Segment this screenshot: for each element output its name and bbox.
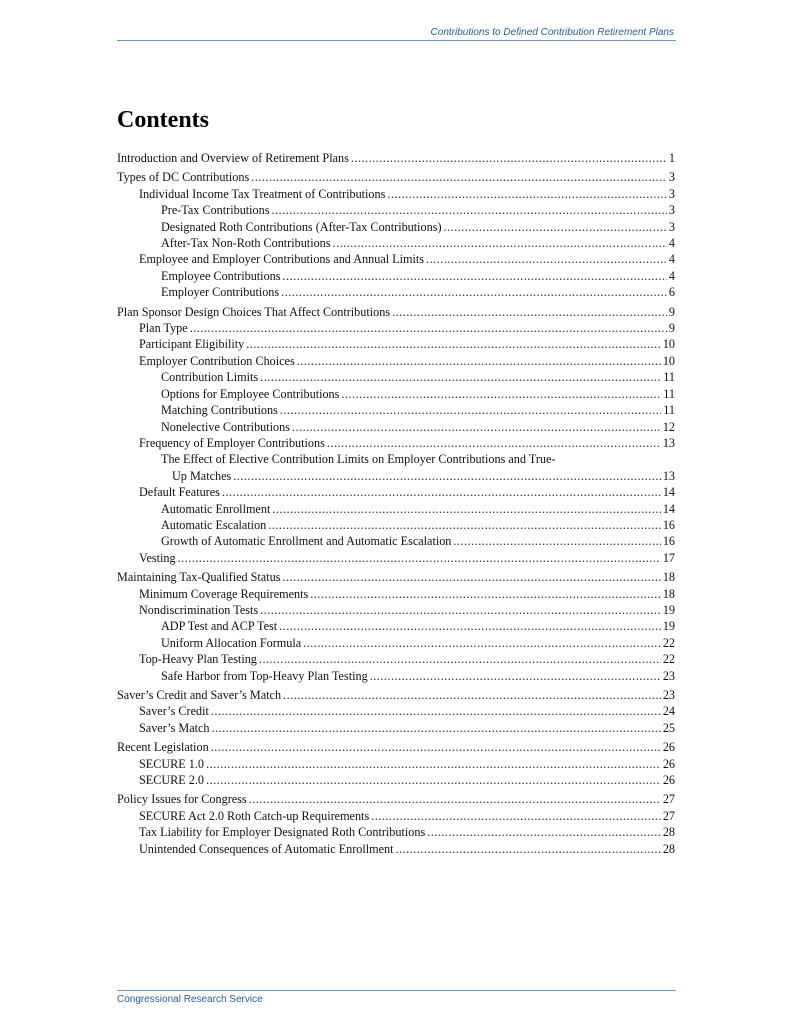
toc-label: Saver’s Match bbox=[139, 720, 210, 735]
dot-leader bbox=[387, 186, 667, 202]
toc-entry[interactable] bbox=[117, 320, 675, 336]
toc-entry[interactable] bbox=[117, 284, 675, 300]
dot-leader bbox=[310, 586, 661, 602]
dot-leader bbox=[283, 268, 667, 284]
dot-leader bbox=[251, 169, 667, 185]
toc-page-number: 26 bbox=[662, 773, 675, 788]
dot-leader bbox=[370, 668, 661, 684]
toc-label: Individual Income Tax Treatment of Contributions bbox=[139, 186, 386, 201]
dot-leader bbox=[211, 703, 661, 719]
toc-entry[interactable] bbox=[117, 169, 675, 185]
toc-entry[interactable] bbox=[117, 756, 675, 772]
toc-page-number: 27 bbox=[662, 792, 675, 807]
toc-page-number: 3 bbox=[668, 186, 675, 201]
toc-entry[interactable] bbox=[117, 635, 675, 651]
toc-entry[interactable] bbox=[117, 150, 675, 166]
toc-label: Safe Harbor from Top-Heavy Plan Testing bbox=[161, 668, 368, 683]
toc-label: Saver’s Credit and Saver’s Match bbox=[117, 688, 282, 702]
header-rule bbox=[117, 40, 676, 41]
dot-leader bbox=[206, 756, 661, 772]
dot-leader bbox=[351, 150, 667, 166]
toc-entry[interactable] bbox=[117, 602, 675, 618]
toc-label: Frequency of Employer Contributions bbox=[139, 435, 325, 450]
toc-entry[interactable] bbox=[117, 304, 675, 320]
dot-leader bbox=[259, 651, 661, 667]
toc-entry[interactable] bbox=[117, 419, 675, 435]
running-header: Contributions to Defined Contribution Retirement Plans bbox=[430, 27, 674, 38]
toc-label: Employee and Employer Contributions and Annual Limits bbox=[139, 252, 425, 267]
toc-page-number: 19 bbox=[662, 619, 675, 634]
toc-page-number: 17 bbox=[662, 550, 675, 565]
toc-label: Tax Liability for Employer Designated Roth Contributions bbox=[139, 825, 426, 840]
toc-label: Employer Contributions bbox=[161, 285, 280, 300]
toc-label: Contribution Limits bbox=[161, 370, 259, 385]
toc-label: ADP Test and ACP Test bbox=[161, 619, 278, 634]
toc-entry[interactable] bbox=[117, 668, 675, 684]
toc-label: Pre-Tax Contributions bbox=[161, 203, 270, 218]
toc-page-number: 4 bbox=[668, 268, 675, 283]
toc-label: SECURE 1.0 bbox=[139, 756, 205, 771]
toc-page-number: 27 bbox=[662, 808, 675, 823]
dot-leader bbox=[282, 569, 660, 585]
toc-page-number: 19 bbox=[662, 602, 675, 617]
toc-page-number: 25 bbox=[662, 720, 675, 735]
toc-entry[interactable] bbox=[117, 501, 675, 517]
dot-leader bbox=[211, 739, 661, 755]
toc-entry[interactable] bbox=[117, 202, 675, 218]
dot-leader bbox=[249, 791, 661, 807]
toc-label: Uniform Allocation Formula bbox=[161, 635, 302, 650]
toc-label: Plan Sponsor Design Choices That Affect Contributions bbox=[117, 304, 391, 319]
toc-label: Nondiscrimination Tests bbox=[139, 602, 259, 617]
toc-page-number: 1 bbox=[668, 151, 675, 165]
table-of-contents bbox=[117, 150, 675, 857]
toc-label: Default Features bbox=[139, 485, 220, 500]
toc-page-number: 14 bbox=[662, 501, 675, 516]
toc-page-number: 18 bbox=[662, 586, 675, 601]
toc-page-number: 13 bbox=[662, 435, 675, 450]
toc-label: Types of DC Contributions bbox=[117, 170, 250, 185]
toc-entry[interactable] bbox=[117, 550, 675, 566]
toc-page-number: 6 bbox=[668, 285, 675, 300]
dot-leader bbox=[341, 386, 661, 402]
toc-page-number: 12 bbox=[662, 419, 675, 434]
toc-label: Minimum Coverage Requirements bbox=[139, 586, 309, 601]
toc-label: Plan Type bbox=[139, 321, 188, 336]
toc-entry[interactable] bbox=[117, 618, 675, 634]
toc-page-number: 14 bbox=[662, 485, 675, 500]
toc-label: SECURE 2.0 bbox=[139, 773, 205, 788]
toc-entry[interactable] bbox=[117, 235, 675, 251]
toc-label: Up Matches bbox=[172, 468, 232, 483]
toc-page-number: 13 bbox=[662, 468, 675, 483]
dot-leader bbox=[178, 550, 661, 566]
toc-label: Saver’s Credit bbox=[139, 704, 209, 719]
toc-entry[interactable] bbox=[117, 517, 675, 533]
toc-label: Unintended Consequences of Automatic Enrollment bbox=[139, 841, 394, 856]
dot-leader bbox=[297, 353, 661, 369]
dot-leader bbox=[222, 484, 661, 500]
toc-label: Options for Employee Contributions bbox=[161, 386, 340, 401]
toc-label: Automatic Escalation bbox=[161, 517, 267, 532]
toc-page-number: 16 bbox=[662, 534, 675, 549]
toc-entry[interactable] bbox=[117, 586, 675, 602]
toc-label: Policy Issues for Congress bbox=[117, 792, 247, 807]
toc-entry[interactable] bbox=[117, 841, 675, 857]
toc-label: Automatic Enrollment bbox=[161, 501, 271, 516]
toc-entry[interactable] bbox=[117, 186, 675, 202]
dot-leader bbox=[272, 501, 660, 517]
toc-page-number: 9 bbox=[668, 304, 675, 319]
toc-page-number: 10 bbox=[662, 337, 675, 352]
toc-page-number: 4 bbox=[668, 252, 675, 267]
toc-label: Participant Eligibility bbox=[139, 337, 245, 352]
toc-page-number: 26 bbox=[662, 756, 675, 771]
toc-entry[interactable] bbox=[117, 484, 675, 500]
page-title: Contents bbox=[117, 107, 210, 133]
toc-page-number: 4 bbox=[668, 236, 675, 251]
dot-leader bbox=[260, 369, 661, 385]
toc-label: Vesting bbox=[139, 550, 176, 565]
toc-page-number: 26 bbox=[662, 740, 675, 755]
toc-label: Nonelective Contributions bbox=[161, 419, 290, 434]
dot-leader bbox=[292, 419, 661, 435]
dot-leader bbox=[426, 251, 667, 267]
toc-label: Employee Contributions bbox=[161, 268, 281, 283]
dot-leader bbox=[392, 304, 667, 320]
toc-entry[interactable] bbox=[117, 791, 675, 807]
dot-leader bbox=[272, 202, 667, 218]
toc-entry[interactable] bbox=[117, 569, 675, 585]
toc-label: Growth of Automatic Enrollment and Automatic Escalation bbox=[161, 534, 452, 549]
toc-entry[interactable] bbox=[117, 219, 675, 235]
toc-entry[interactable] bbox=[117, 720, 675, 736]
toc-label: Matching Contributions bbox=[161, 403, 278, 418]
dot-leader bbox=[427, 824, 661, 840]
dot-leader bbox=[283, 687, 661, 703]
toc-entry[interactable] bbox=[117, 739, 675, 755]
toc-page-number: 11 bbox=[663, 403, 675, 418]
toc-page-number: 28 bbox=[662, 825, 675, 840]
toc-page-number: 22 bbox=[662, 635, 675, 650]
toc-page-number: 22 bbox=[662, 652, 675, 667]
dot-leader bbox=[212, 720, 661, 736]
toc-page-number: 3 bbox=[668, 203, 675, 218]
dot-leader bbox=[279, 618, 661, 634]
toc-entry[interactable] bbox=[117, 251, 675, 267]
toc-entry[interactable] bbox=[117, 468, 675, 484]
toc-page-number: 16 bbox=[662, 517, 675, 532]
toc-entry[interactable] bbox=[117, 772, 675, 788]
toc-label: After-Tax Non-Roth Contributions bbox=[161, 236, 331, 251]
toc-entry[interactable] bbox=[117, 533, 675, 549]
toc-entry[interactable] bbox=[117, 651, 675, 667]
dot-leader bbox=[246, 336, 661, 352]
dot-leader bbox=[453, 533, 660, 549]
toc-page-number: 23 bbox=[662, 688, 675, 702]
dot-leader bbox=[371, 808, 661, 824]
toc-label: SECURE Act 2.0 Roth Catch-up Requirements bbox=[139, 808, 370, 823]
toc-entry[interactable] bbox=[117, 268, 675, 284]
toc-page-number: 3 bbox=[668, 170, 675, 185]
toc-entry[interactable] bbox=[117, 435, 675, 451]
dot-leader bbox=[333, 235, 667, 251]
dot-leader bbox=[190, 320, 667, 336]
dot-leader bbox=[327, 435, 661, 451]
toc-entry[interactable] bbox=[117, 703, 675, 719]
dot-leader bbox=[303, 635, 661, 651]
toc-entry[interactable] bbox=[117, 353, 675, 369]
toc-entry[interactable] bbox=[117, 336, 675, 352]
dot-leader bbox=[268, 517, 661, 533]
toc-label: Introduction and Overview of Retirement Plans bbox=[117, 151, 349, 165]
dot-leader bbox=[281, 284, 667, 300]
footer-rule bbox=[117, 990, 676, 991]
dot-leader bbox=[206, 772, 661, 788]
toc-entry[interactable] bbox=[117, 386, 675, 402]
toc-entry[interactable] bbox=[117, 402, 675, 418]
toc-label: Recent Legislation bbox=[117, 740, 209, 755]
toc-label: Maintaining Tax-Qualified Status bbox=[117, 570, 281, 585]
toc-page-number: 10 bbox=[662, 353, 675, 368]
toc-page-number: 28 bbox=[662, 841, 675, 856]
dot-leader bbox=[444, 219, 667, 235]
dot-leader bbox=[260, 602, 661, 618]
dot-leader bbox=[233, 468, 661, 484]
toc-page-number: 3 bbox=[668, 219, 675, 234]
toc-page-number: 9 bbox=[668, 321, 675, 336]
toc-entry[interactable] bbox=[117, 369, 675, 385]
dot-leader bbox=[280, 402, 661, 418]
toc-page-number: 18 bbox=[662, 570, 675, 585]
toc-label: Designated Roth Contributions (After-Tax Contributions) bbox=[161, 219, 442, 234]
toc-entry-first-line[interactable]: The Effect of Elective Contribution Limits on Employer Contributions and True- bbox=[161, 452, 556, 467]
footer-text: Congressional Research Service bbox=[117, 994, 263, 1005]
toc-label: Employer Contribution Choices bbox=[139, 353, 295, 368]
dot-leader bbox=[396, 841, 661, 857]
toc-page-number: 11 bbox=[663, 386, 675, 401]
toc-entry[interactable] bbox=[117, 687, 675, 703]
toc-page-number: 24 bbox=[662, 704, 675, 719]
toc-entry[interactable] bbox=[117, 808, 675, 824]
toc-page-number: 23 bbox=[662, 668, 675, 683]
toc-entry[interactable] bbox=[117, 824, 675, 840]
toc-label: Top-Heavy Plan Testing bbox=[139, 652, 257, 667]
toc-page-number: 11 bbox=[663, 370, 675, 385]
